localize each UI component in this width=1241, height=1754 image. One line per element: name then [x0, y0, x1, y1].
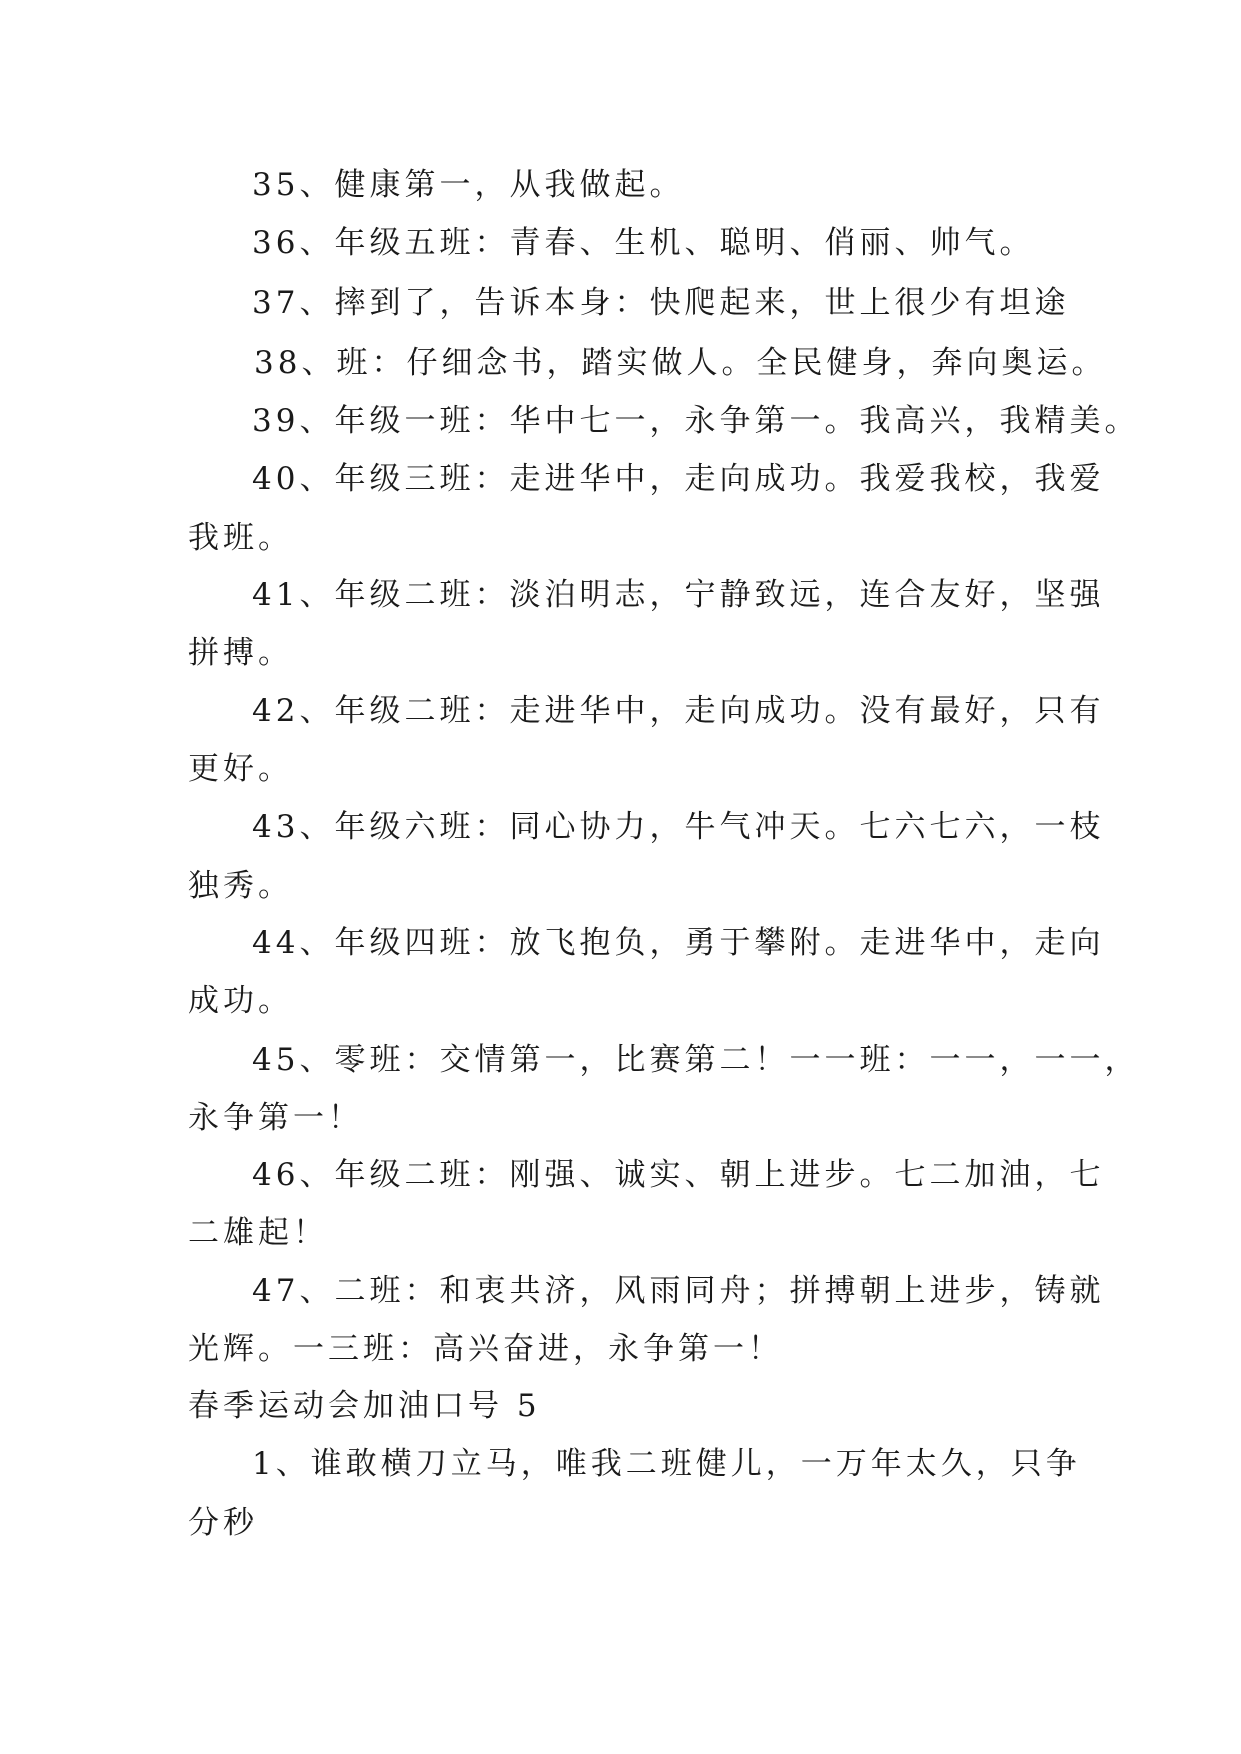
slogan-42: 42、年级二班：走进华中，走向成功。没有最好，只有 — [252, 693, 1105, 729]
slogan-40: 40、年级三班：走进华中，走向成功。我爱我校，我爱 — [252, 461, 1105, 497]
section-5-slogan-1-continued: 分秒 — [188, 1505, 258, 1541]
slogan-44-continued: 成功。 — [188, 983, 293, 1019]
slogan-35: 35、健康第一，从我做起。 — [252, 167, 685, 203]
slogan-46-continued: 二雄起！ — [188, 1215, 328, 1251]
slogan-43-continued: 独秀。 — [188, 868, 293, 904]
slogan-37: 37、摔到了，告诉本身：快爬起来，世上很少有坦途 — [252, 285, 1070, 321]
slogan-39: 39、年级一班：华中七一，永争第一。我高兴，我精美。 — [252, 403, 1140, 439]
slogan-38: 38、班：仔细念书，踏实做人。全民健身，奔向奥运。 — [254, 345, 1107, 381]
section-heading: 春季运动会加油口号 5 — [188, 1388, 541, 1424]
slogan-41: 41、年级二班：淡泊明志，宁静致远，连合友好，坚强 — [252, 577, 1105, 613]
slogan-43: 43、年级六班：同心协力，牛气冲天。七六七六，一枝 — [252, 809, 1105, 845]
slogan-41-continued: 拼搏。 — [188, 635, 293, 671]
slogan-46: 46、年级二班：刚强、诚实、朝上进步。七二加油，七 — [252, 1157, 1105, 1193]
slogan-47: 47、二班：和衷共济，风雨同舟；拼搏朝上进步，铸就 — [252, 1273, 1105, 1309]
slogan-45-continued: 永争第一！ — [188, 1100, 363, 1136]
slogan-36: 36、年级五班：青春、生机、聪明、俏丽、帅气。 — [252, 225, 1035, 261]
slogan-40-continued: 我班。 — [188, 520, 293, 556]
slogan-42-continued: 更好。 — [188, 751, 293, 787]
slogan-45: 45、零班：交情第一，比赛第二！一一班：一一，一一， — [252, 1042, 1140, 1078]
slogan-47-continued: 光辉。一三班：高兴奋进，永争第一！ — [188, 1331, 783, 1367]
section-5-slogan-1: 1、谁敢横刀立马，唯我二班健儿，一万年太久，只争 — [252, 1446, 1081, 1482]
slogan-44: 44、年级四班：放飞抱负，勇于攀附。走进华中，走向 — [252, 925, 1105, 961]
